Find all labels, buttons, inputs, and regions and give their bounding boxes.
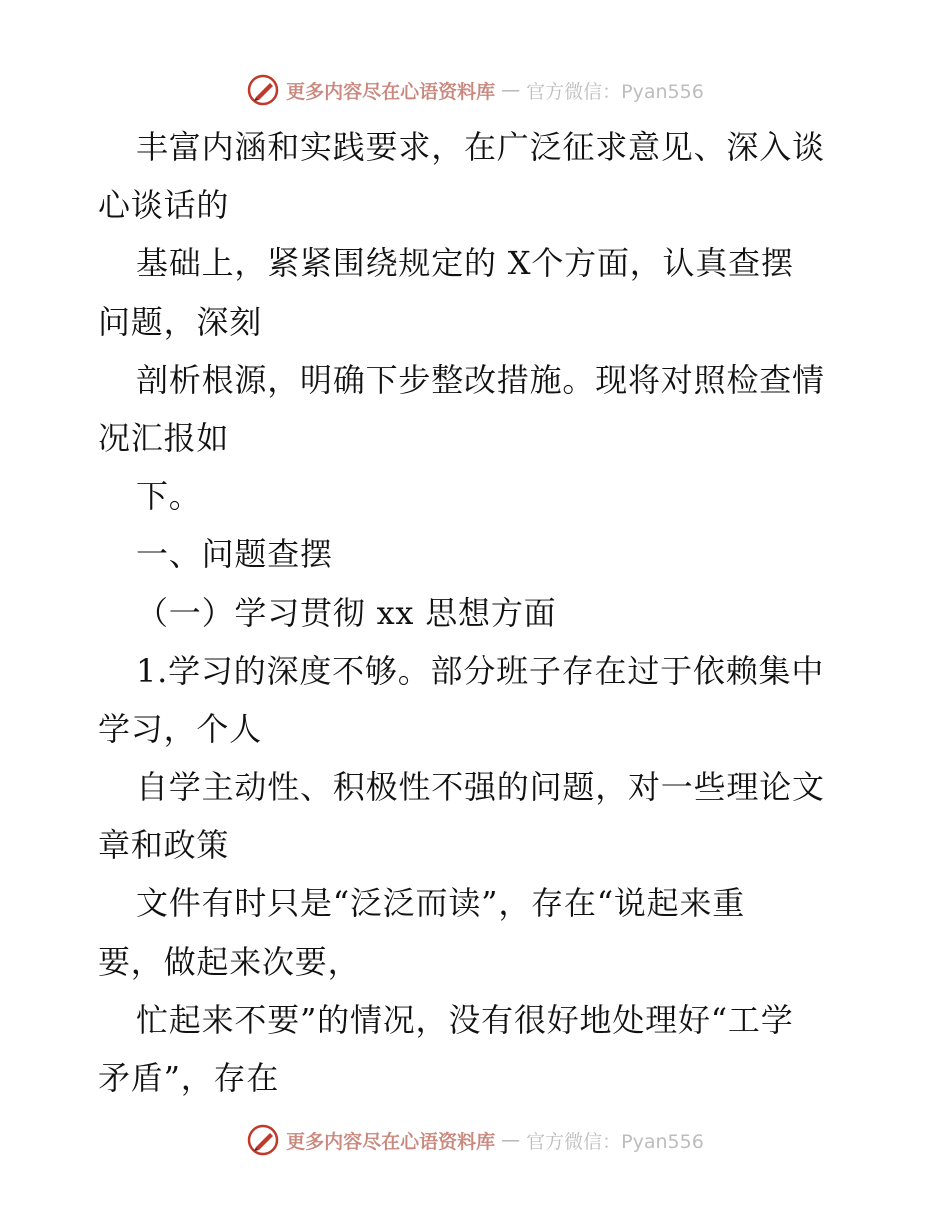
body-line: 剖析根源，明确下步整改措施。现将对照检查情 — [136, 360, 825, 399]
body-line: 章和政策 — [98, 826, 230, 865]
watermark-separator: — — [501, 1129, 521, 1151]
footer-watermark — [0, 1120, 950, 1160]
body-line: 学习，个人 — [98, 709, 263, 748]
body-line: 1.学习的深度不够。部分班子存在过于依赖集中 — [136, 651, 825, 690]
watermark-separator: — — [501, 79, 521, 101]
body-line: 丰富内涵和实践要求，在广泛征求意见、深入谈 — [136, 128, 825, 166]
watermark-brand: 更多内容尽在心语资料库 — [286, 1130, 496, 1153]
body-line: 心谈话的 — [98, 186, 230, 225]
pen-logo-icon — [246, 1123, 280, 1157]
body-line: 问题，深刻 — [98, 302, 263, 341]
body-line: 文件有时只是“泛泛而读”，存在“说起来重 — [136, 884, 746, 923]
body-line: 自学主动性、积极性不强的问题，对一些理论文 — [136, 768, 825, 807]
watermark-wechat: 官方微信：Pyan556 — [526, 80, 704, 103]
section-heading: 一、问题查摆 — [136, 535, 333, 574]
body-line: 忙起来不要”的情况，没有很好地处理好“工学 — [136, 1000, 794, 1039]
body-line: 况汇报如 — [98, 418, 230, 457]
header-watermark — [0, 70, 950, 110]
subsection-heading: （一）学习贯彻 xx 思想方面 — [136, 593, 557, 632]
body-line: 要，做起来次要， — [98, 942, 361, 981]
watermark-brand: 更多内容尽在心语资料库 — [286, 80, 496, 103]
body-line: 下。 — [136, 477, 202, 516]
watermark-wechat: 官方微信：Pyan556 — [526, 1130, 704, 1153]
pen-logo-icon — [246, 73, 280, 107]
document-body — [98, 118, 898, 1107]
body-line: 矛盾”，存在 — [98, 1059, 280, 1097]
body-line: 基础上，紧紧围绕规定的 X个方面，认真查摆 — [136, 244, 794, 283]
